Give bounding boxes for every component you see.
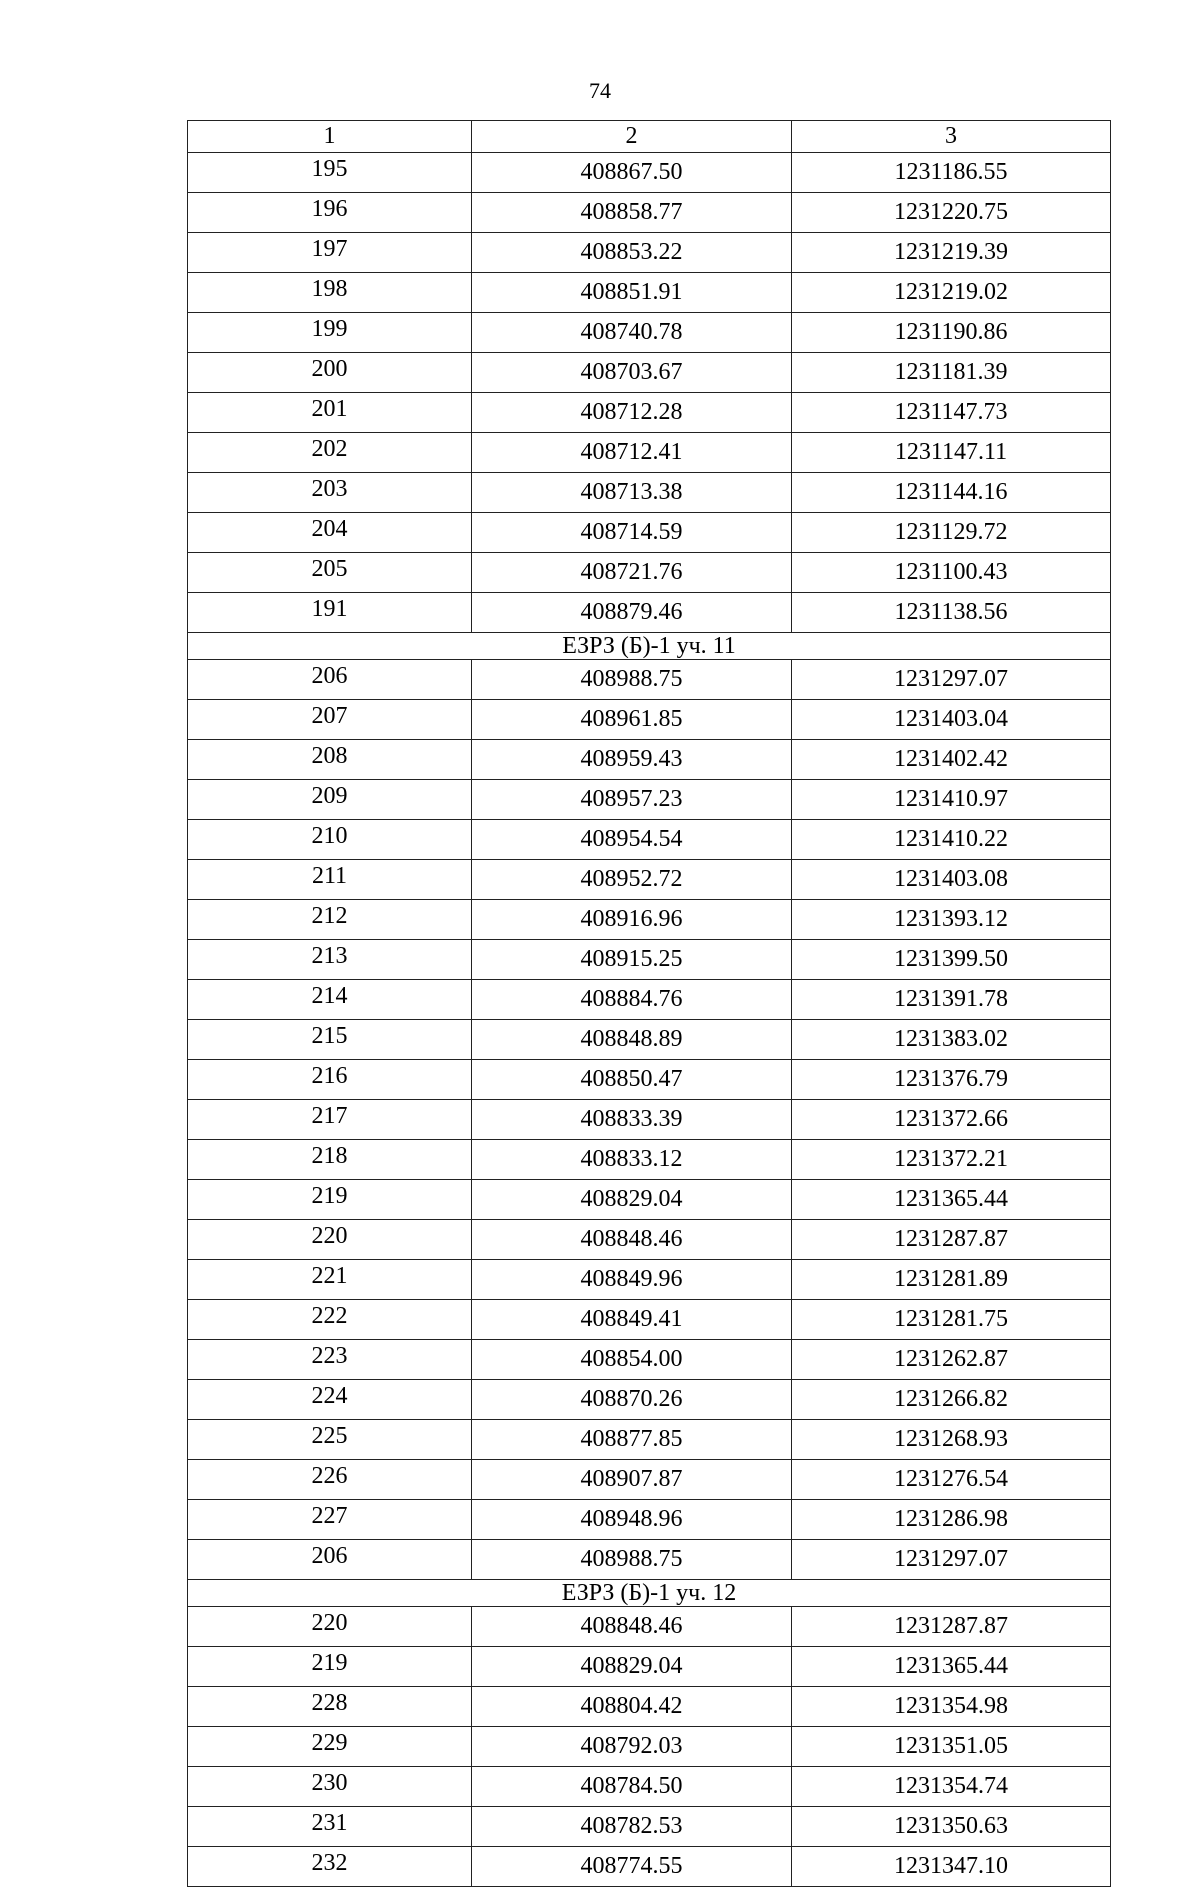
point-number-cell: 219	[188, 1647, 472, 1687]
table-row	[188, 1100, 1111, 1140]
point-number-cell: 224	[188, 1380, 472, 1420]
coordinates-table	[187, 120, 1111, 1887]
x-coordinate-cell: 408833.39	[472, 1100, 792, 1140]
table-row	[188, 1807, 1111, 1847]
x-coordinate-cell: 408849.96	[472, 1260, 792, 1300]
y-coordinate-cell: 1231393.12	[792, 900, 1111, 940]
y-coordinate-cell: 1231281.89	[792, 1260, 1111, 1300]
y-coordinate-cell: 1231100.43	[792, 553, 1111, 593]
table-row	[188, 1420, 1111, 1460]
x-coordinate-cell: 408988.75	[472, 660, 792, 700]
x-coordinate-cell: 408784.50	[472, 1767, 792, 1807]
point-number-cell: 219	[188, 1180, 472, 1220]
y-coordinate-cell: 1231403.04	[792, 700, 1111, 740]
point-number-cell: 221	[188, 1260, 472, 1300]
point-number-cell: 207	[188, 700, 472, 740]
y-coordinate-cell: 1231268.93	[792, 1420, 1111, 1460]
point-number-cell: 226	[188, 1460, 472, 1500]
table-row	[188, 820, 1111, 860]
table-row	[188, 1340, 1111, 1380]
table-row	[188, 393, 1111, 433]
table-row	[188, 1540, 1111, 1580]
table-row	[188, 1767, 1111, 1807]
point-number-cell: 206	[188, 1540, 472, 1580]
y-coordinate-cell: 1231219.02	[792, 273, 1111, 313]
table-row	[188, 1060, 1111, 1100]
point-number-cell: 202	[188, 433, 472, 473]
y-coordinate-cell: 1231138.56	[792, 593, 1111, 633]
point-number-cell: 230	[188, 1767, 472, 1807]
y-coordinate-cell: 1231276.54	[792, 1460, 1111, 1500]
x-coordinate-cell: 408714.59	[472, 513, 792, 553]
point-number-cell: 214	[188, 980, 472, 1020]
x-coordinate-cell: 408721.76	[472, 553, 792, 593]
point-number-cell: 201	[188, 393, 472, 433]
table-row	[188, 513, 1111, 553]
table-row	[188, 940, 1111, 980]
table-row	[188, 433, 1111, 473]
x-coordinate-cell: 408879.46	[472, 593, 792, 633]
y-coordinate-cell: 1231410.22	[792, 820, 1111, 860]
y-coordinate-cell: 1231351.05	[792, 1727, 1111, 1767]
y-coordinate-cell: 1231129.72	[792, 513, 1111, 553]
x-coordinate-cell: 408870.26	[472, 1380, 792, 1420]
table-row	[188, 193, 1111, 233]
point-number-cell: 217	[188, 1100, 472, 1140]
y-coordinate-cell: 1231354.74	[792, 1767, 1111, 1807]
y-coordinate-cell: 1231350.63	[792, 1807, 1111, 1847]
table-row	[188, 1460, 1111, 1500]
table-row	[188, 660, 1111, 700]
x-coordinate-cell: 408804.42	[472, 1687, 792, 1727]
x-coordinate-cell: 408833.12	[472, 1140, 792, 1180]
point-number-cell: 195	[188, 153, 472, 193]
point-number-cell: 225	[188, 1420, 472, 1460]
y-coordinate-cell: 1231281.75	[792, 1300, 1111, 1340]
y-coordinate-cell: 1231262.87	[792, 1340, 1111, 1380]
x-coordinate-cell: 408959.43	[472, 740, 792, 780]
y-coordinate-cell: 1231391.78	[792, 980, 1111, 1020]
table-row	[188, 593, 1111, 633]
y-coordinate-cell: 1231354.98	[792, 1687, 1111, 1727]
x-coordinate-cell: 408957.23	[472, 780, 792, 820]
x-coordinate-cell: 408703.67	[472, 353, 792, 393]
y-coordinate-cell: 1231186.55	[792, 153, 1111, 193]
point-number-cell: 197	[188, 233, 472, 273]
point-number-cell: 223	[188, 1340, 472, 1380]
point-number-cell: 232	[188, 1847, 472, 1887]
x-coordinate-cell: 408961.85	[472, 700, 792, 740]
point-number-cell: 209	[188, 780, 472, 820]
point-number-cell: 229	[188, 1727, 472, 1767]
table-row	[188, 1260, 1111, 1300]
point-number-cell: 203	[188, 473, 472, 513]
x-coordinate-cell: 408713.38	[472, 473, 792, 513]
y-coordinate-cell: 1231372.66	[792, 1100, 1111, 1140]
y-coordinate-cell: 1231190.86	[792, 313, 1111, 353]
table-row	[188, 980, 1111, 1020]
table-row	[188, 780, 1111, 820]
x-coordinate-cell: 408954.54	[472, 820, 792, 860]
x-coordinate-cell: 408867.50	[472, 153, 792, 193]
x-coordinate-cell: 408916.96	[472, 900, 792, 940]
table-row	[188, 900, 1111, 940]
table-row	[188, 1020, 1111, 1060]
table-row	[188, 153, 1111, 193]
x-coordinate-cell: 408774.55	[472, 1847, 792, 1887]
point-number-cell: 228	[188, 1687, 472, 1727]
point-number-cell: 215	[188, 1020, 472, 1060]
x-coordinate-cell: 408782.53	[472, 1807, 792, 1847]
point-number-cell: 220	[188, 1220, 472, 1260]
x-coordinate-cell: 408851.91	[472, 273, 792, 313]
point-number-cell: 199	[188, 313, 472, 353]
section-heading-row	[188, 1580, 1111, 1607]
y-coordinate-cell: 1231376.79	[792, 1060, 1111, 1100]
y-coordinate-cell: 1231147.11	[792, 433, 1111, 473]
point-number-cell: 196	[188, 193, 472, 233]
x-coordinate-cell: 408848.46	[472, 1220, 792, 1260]
point-number-cell: 208	[188, 740, 472, 780]
point-number-cell: 218	[188, 1140, 472, 1180]
x-coordinate-cell: 408829.04	[472, 1180, 792, 1220]
point-number-cell: 231	[188, 1807, 472, 1847]
x-coordinate-cell: 408850.47	[472, 1060, 792, 1100]
point-number-cell: 205	[188, 553, 472, 593]
point-number-cell: 200	[188, 353, 472, 393]
y-coordinate-cell: 1231287.87	[792, 1607, 1111, 1647]
point-number-cell: 222	[188, 1300, 472, 1340]
table-row	[188, 1220, 1111, 1260]
header-cell: 1	[188, 121, 472, 153]
y-coordinate-cell: 1231347.10	[792, 1847, 1111, 1887]
table-row	[188, 1140, 1111, 1180]
x-coordinate-cell: 408829.04	[472, 1647, 792, 1687]
table-row	[188, 740, 1111, 780]
point-number-cell: 220	[188, 1607, 472, 1647]
point-number-cell: 204	[188, 513, 472, 553]
point-number-cell: 213	[188, 940, 472, 980]
point-number-cell: 212	[188, 900, 472, 940]
x-coordinate-cell: 408952.72	[472, 860, 792, 900]
x-coordinate-cell: 408792.03	[472, 1727, 792, 1767]
header-cell: 3	[792, 121, 1111, 153]
table-row	[188, 233, 1111, 273]
table-row	[188, 1180, 1111, 1220]
point-number-cell: 191	[188, 593, 472, 633]
section-heading: ЕЗРЗ (Б)-1 уч. 11	[188, 633, 1111, 660]
y-coordinate-cell: 1231297.07	[792, 660, 1111, 700]
y-coordinate-cell: 1231181.39	[792, 353, 1111, 393]
point-number-cell: 198	[188, 273, 472, 313]
x-coordinate-cell: 408849.41	[472, 1300, 792, 1340]
x-coordinate-cell: 408915.25	[472, 940, 792, 980]
point-number-cell: 216	[188, 1060, 472, 1100]
x-coordinate-cell: 408712.28	[472, 393, 792, 433]
y-coordinate-cell: 1231365.44	[792, 1647, 1111, 1687]
x-coordinate-cell: 408854.00	[472, 1340, 792, 1380]
x-coordinate-cell: 408712.41	[472, 433, 792, 473]
table-row	[188, 700, 1111, 740]
x-coordinate-cell: 408877.85	[472, 1420, 792, 1460]
table-row	[188, 273, 1111, 313]
y-coordinate-cell: 1231410.97	[792, 780, 1111, 820]
table-row	[188, 1380, 1111, 1420]
header-cell: 2	[472, 121, 792, 153]
y-coordinate-cell: 1231219.39	[792, 233, 1111, 273]
x-coordinate-cell: 408884.76	[472, 980, 792, 1020]
table-row	[188, 860, 1111, 900]
page-number: 74	[589, 78, 611, 103]
y-coordinate-cell: 1231372.21	[792, 1140, 1111, 1180]
y-coordinate-cell: 1231220.75	[792, 193, 1111, 233]
y-coordinate-cell: 1231144.16	[792, 473, 1111, 513]
y-coordinate-cell: 1231383.02	[792, 1020, 1111, 1060]
table-row	[188, 1847, 1111, 1887]
x-coordinate-cell: 408948.96	[472, 1500, 792, 1540]
y-coordinate-cell: 1231266.82	[792, 1380, 1111, 1420]
x-coordinate-cell: 408853.22	[472, 233, 792, 273]
y-coordinate-cell: 1231399.50	[792, 940, 1111, 980]
y-coordinate-cell: 1231286.98	[792, 1500, 1111, 1540]
point-number-cell: 227	[188, 1500, 472, 1540]
table-row	[188, 1727, 1111, 1767]
x-coordinate-cell: 408848.89	[472, 1020, 792, 1060]
y-coordinate-cell: 1231403.08	[792, 860, 1111, 900]
table-row	[188, 353, 1111, 393]
table-row	[188, 553, 1111, 593]
table-row	[188, 473, 1111, 513]
table-row	[188, 1607, 1111, 1647]
table-body	[188, 121, 1111, 1887]
x-coordinate-cell: 408988.75	[472, 1540, 792, 1580]
x-coordinate-cell: 408848.46	[472, 1607, 792, 1647]
table-row	[188, 1647, 1111, 1687]
y-coordinate-cell: 1231402.42	[792, 740, 1111, 780]
x-coordinate-cell: 408907.87	[472, 1460, 792, 1500]
section-heading-row	[188, 633, 1111, 660]
x-coordinate-cell: 408858.77	[472, 193, 792, 233]
table-row	[188, 1300, 1111, 1340]
table-header-row	[188, 121, 1111, 153]
point-number-cell: 206	[188, 660, 472, 700]
point-number-cell: 210	[188, 820, 472, 860]
y-coordinate-cell: 1231287.87	[792, 1220, 1111, 1260]
table-row	[188, 313, 1111, 353]
y-coordinate-cell: 1231147.73	[792, 393, 1111, 433]
y-coordinate-cell: 1231365.44	[792, 1180, 1111, 1220]
section-heading: ЕЗРЗ (Б)-1 уч. 12	[188, 1580, 1111, 1607]
point-number-cell: 211	[188, 860, 472, 900]
table-row	[188, 1687, 1111, 1727]
y-coordinate-cell: 1231297.07	[792, 1540, 1111, 1580]
x-coordinate-cell: 408740.78	[472, 313, 792, 353]
table-row	[188, 1500, 1111, 1540]
